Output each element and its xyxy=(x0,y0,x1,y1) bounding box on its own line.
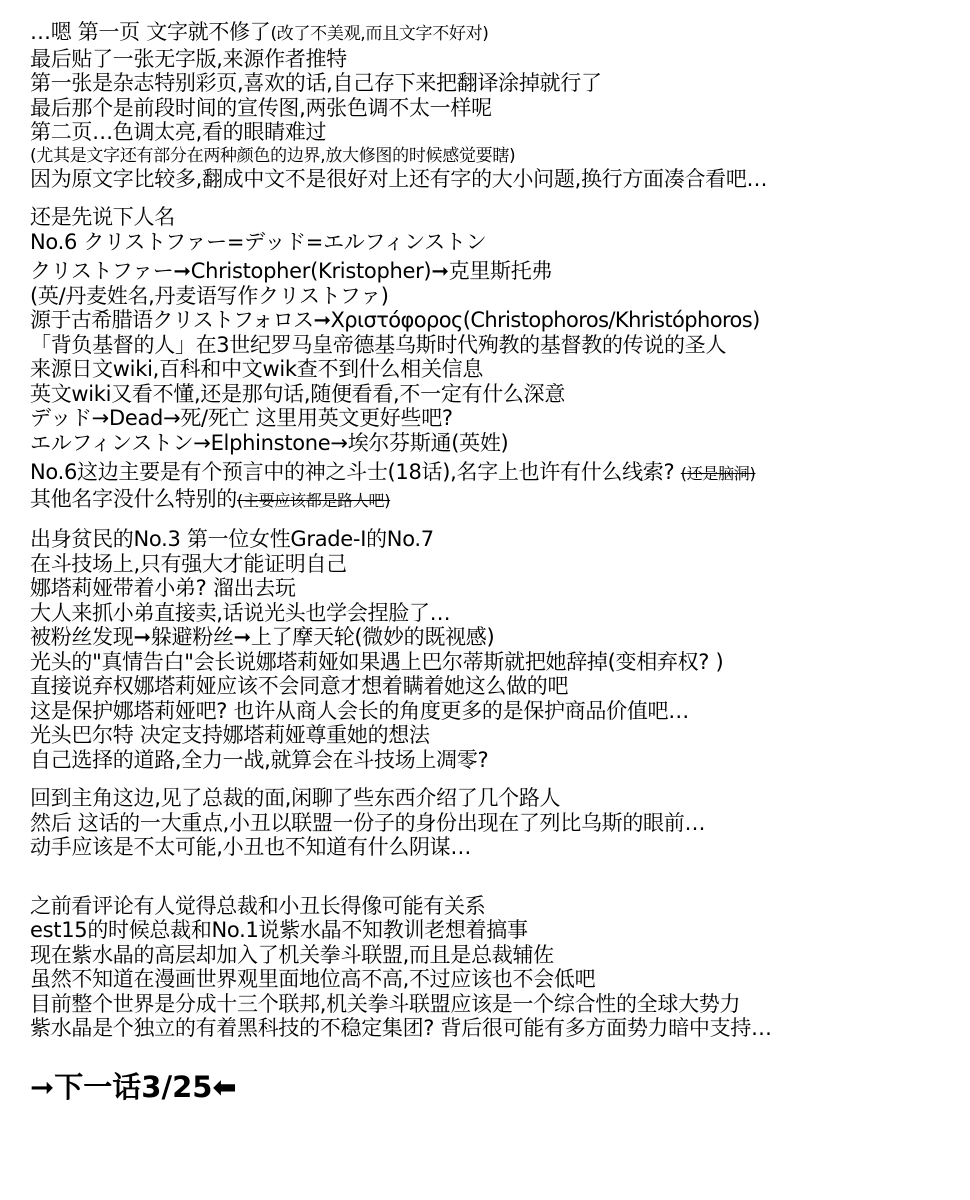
names-line-5: 源于古希腊语クリストフォロス➞Χριστόφορος(Christophoros/Khristóphoros) xyxy=(30,308,760,332)
theory-line-3: 现在紫水晶的高层却加入了机关拳斗联盟,而且是总裁辅佐 xyxy=(30,942,554,967)
no3-line-5: 被粉丝发现➞躲避粉丝➞上了摩天轮(微妙的既视感) xyxy=(30,625,495,649)
no3-line-10: 自己选择的道路,全力一战,就算会在斗技场上凋零? xyxy=(30,747,489,772)
intro-line-7: 因为原文字比较多,翻成中文不是很好对上还有字的大小问题,换行方面凑合看吧… xyxy=(30,166,768,191)
names-line-7: 来源日文wiki,百科和中文wik查不到什么相关信息 xyxy=(30,357,484,381)
no3-line-4: 大人来抓小弟直接卖,话说光头也学会捏脸了… xyxy=(30,600,451,625)
protagonist-line-3: 动手应该是不太可能,小丑也不知道有什么阴谋… xyxy=(30,835,472,859)
no3-line-1: 出身贫民的No.3 第一位女性Grade-Ⅰ的No.7 xyxy=(30,527,434,551)
theory-line-2: est15的时候总裁和No.1说紫水晶不知教训老想着搞事 xyxy=(30,918,528,942)
names-line-4: (英/丹麦姓名,丹麦语写作クリストファ) xyxy=(30,283,389,308)
no3-line-6: 光头的"真情告白"会长说娜塔莉娅如果遇上巴尔蒂斯就把她辞掉(变相弃权? ) xyxy=(30,649,724,674)
intro-line-6: (尤其是文字还有部分在两种颜色的边界,放大修图的时候感觉要瞎) xyxy=(30,145,516,166)
no3-line-3: 娜塔莉娅带着小弟? 溜出去玩 xyxy=(30,576,296,600)
no3-line-2: 在斗技场上,只有强大才能证明自己 xyxy=(30,551,347,576)
no3-line-8: 这是保护娜塔莉娅吧? 也许从商人会长的角度更多的是保护商品价值吧… xyxy=(30,698,689,723)
strikethrough-note: (主要应该都是路人吧) xyxy=(237,490,391,510)
theory-section xyxy=(30,894,960,1041)
protagonist-section xyxy=(30,786,960,860)
intro-line-1: …嗯 第一页 文字就不修了(改了不美观,而且文字不好对) xyxy=(30,20,489,44)
no3-section xyxy=(30,527,960,772)
names-line-10: エルフィンストン→Elphinstone→埃尔芬斯通(英姓) xyxy=(30,430,509,455)
intro-line-2: 最后贴了一张无字版,来源作者推特 xyxy=(30,46,347,71)
protagonist-line-2: 然后 这话的一大重点,小丑以联盟一份子的身份出现在了列比乌斯的眼前… xyxy=(30,810,706,835)
protagonist-line-1: 回到主角这边,见了总裁的面,闲聊了些东西介绍了几个路人 xyxy=(30,786,561,810)
theory-line-1: 之前看评论有人觉得总裁和小丑长得像可能有关系 xyxy=(30,893,486,918)
theory-line-6: 紫水晶是个独立的有着黑科技的不稳定集团? 背后很可能有多方面势力暗中支持… xyxy=(30,1016,772,1040)
intro-note: (改了不美观,而且文字不好对) xyxy=(270,24,489,44)
no3-line-7: 直接说弃权娜塔莉娅应该不会同意才想着瞒着她这么做的吧 xyxy=(30,674,569,698)
names-line-11: No.6这边主要是有个预言中的神之斗士(18话),名字上也许有什么线索? (还是脑洞) xyxy=(30,460,756,484)
names-line-6: 「背负基督的人」在3世纪罗马皇帝德基乌斯时代殉教的基督教的传说的圣人 xyxy=(30,332,727,357)
strikethrough-note: (还是脑洞) xyxy=(680,464,756,483)
names-section xyxy=(30,205,960,513)
names-line-8: 英文wiki又看不懂,还是那句话,随便看看,不一定有什么深意 xyxy=(30,381,566,406)
intro-line-3: 第一张是杂志特别彩页,喜欢的话,自己存下来把翻译涂掉就行了 xyxy=(30,71,602,95)
names-line-9: デッド→Dead→死/死亡 这里用英文更好些吧? xyxy=(30,406,453,430)
theory-line-4: 虽然不知道在漫画世界观里面地位高不高,不过应该也不会低吧 xyxy=(30,967,596,991)
commentary-page xyxy=(30,20,960,1105)
names-line-3: クリストファー➞Christopher(Kristopher)➞克里斯托弗 xyxy=(30,259,553,283)
no3-line-9: 光头巴尔特 决定支持娜塔莉娅尊重她的想法 xyxy=(30,723,430,747)
names-line-1: 还是先说下人名 xyxy=(30,205,175,229)
intro-line-5: 第二页…色调太亮,看的眼睛难过 xyxy=(30,120,327,144)
theory-line-5: 目前整个世界是分成十三个联邦,机关拳斗联盟应该是一个综合性的全球大势力 xyxy=(30,991,741,1016)
names-line-2: No.6 クリストファー=デッド=エルフィンストン xyxy=(30,229,487,254)
intro-section xyxy=(30,20,960,191)
intro-line-4: 最后那个是前段时间的宣传图,两张色调不太一样呢 xyxy=(30,95,492,120)
next-chapter-label: ➞下一话3/25⬅ xyxy=(30,1069,237,1104)
names-line-12: 其他名字没什么特别的(主要应该都是路人吧) xyxy=(30,486,391,511)
